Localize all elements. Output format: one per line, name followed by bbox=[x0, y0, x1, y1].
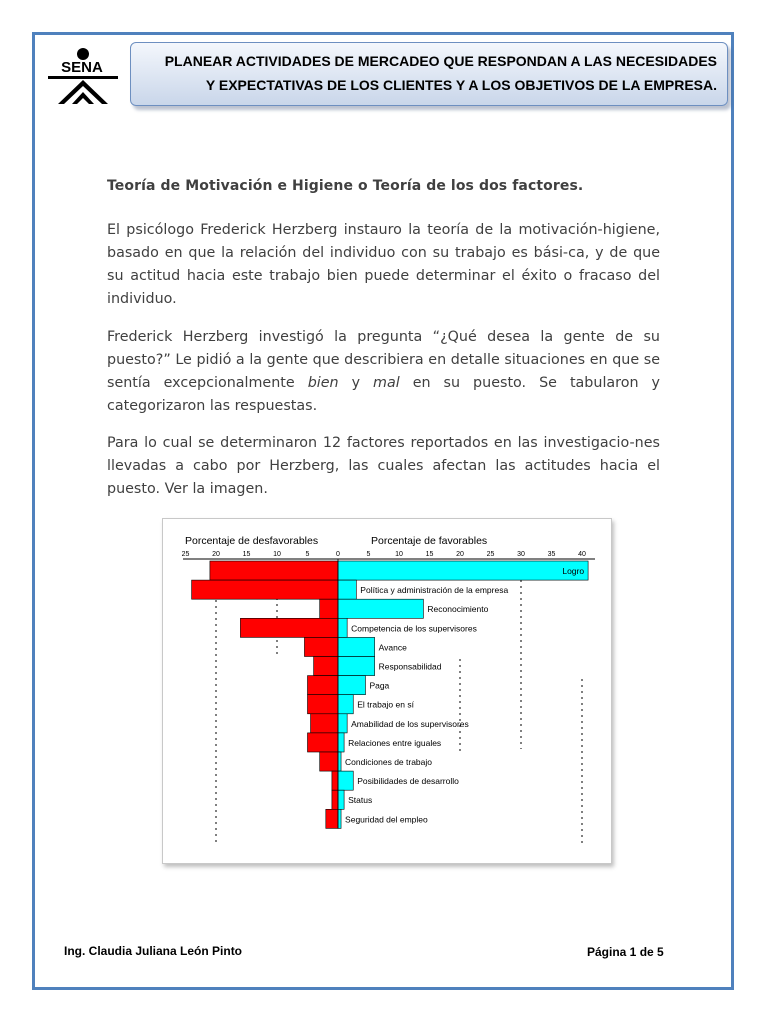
bar-unfavorable bbox=[308, 695, 339, 714]
bar-unfavorable bbox=[326, 809, 338, 828]
bar-unfavorable bbox=[240, 618, 338, 637]
chart-svg bbox=[163, 519, 611, 863]
paragraph-1: El psicólogo Frederick Herzberg instauro la teoría de la motivación-higiene, basado en que la relación del individuo con su trabajo es bási-ca, y de que su actitud hacia este trabajo bien puede determinar el éxito o fracaso del individuo. bbox=[107, 222, 660, 307]
category-label: Status bbox=[348, 795, 373, 806]
header-line-1: PLANEAR ACTIVIDADES DE MERCADEO QUE RESPONDAN A LAS NECESIDADES bbox=[164, 53, 717, 69]
tick-label-left: 20 bbox=[212, 551, 220, 558]
footer-author: Ing. Claudia Juliana León Pinto bbox=[64, 944, 243, 958]
sena-logo bbox=[44, 46, 120, 108]
category-label: Logro bbox=[562, 566, 585, 576]
emphasis-bien: bien bbox=[307, 375, 339, 391]
tick-label-right: 35 bbox=[547, 551, 556, 558]
tick-label-left: 15 bbox=[242, 551, 251, 558]
paragraph-2-text-a: Frederick Herzberg investigó la pregunta “¿Qué desea la gente de su puesto?” Le pidió a la gente que describiera en detalle situaciones en que se sentía excepcionalmente bbox=[107, 329, 660, 391]
bar-favorable bbox=[338, 637, 375, 656]
bar-unfavorable bbox=[314, 657, 338, 676]
category-label: Posibilidades de desarrollo bbox=[357, 776, 459, 787]
category-label: Reconocimiento bbox=[427, 604, 489, 615]
bar-favorable bbox=[338, 599, 423, 618]
bar-favorable bbox=[338, 561, 588, 580]
tick-label-left: 25 bbox=[181, 551, 190, 558]
section-title: Teoría de Motivación e Higiene o Teoría de los dos factores. bbox=[107, 178, 584, 194]
category-label: Amabilidad de los supervisores bbox=[351, 718, 469, 729]
bar-unfavorable bbox=[308, 733, 339, 752]
tick-label-right: 30 bbox=[517, 551, 525, 558]
category-label: Avance bbox=[378, 642, 407, 653]
bar-favorable bbox=[338, 790, 344, 809]
bar-favorable bbox=[338, 618, 347, 637]
category-label: Seguridad del empleo bbox=[345, 814, 428, 825]
bar-unfavorable bbox=[192, 580, 338, 599]
bar-unfavorable bbox=[332, 771, 338, 790]
category-label: Responsabilidad bbox=[378, 661, 442, 672]
tick-label-right: 40 bbox=[578, 551, 586, 558]
bar-favorable bbox=[338, 809, 341, 828]
bar-unfavorable bbox=[332, 790, 338, 809]
category-label: Paga bbox=[369, 680, 390, 691]
tick-label-left: 0 bbox=[336, 551, 340, 558]
bar-favorable bbox=[338, 695, 353, 714]
bar-favorable bbox=[338, 580, 356, 599]
paragraph-2-text-y: y bbox=[338, 375, 374, 391]
tick-label-right: 20 bbox=[456, 551, 464, 558]
tick-label-right: 5 bbox=[366, 551, 371, 558]
bar-favorable bbox=[338, 657, 375, 676]
paragraph-2 bbox=[107, 326, 660, 418]
bar-favorable bbox=[338, 714, 347, 733]
paragraph-3: Para lo cual se determinaron 12 factores reportados en las investigacio-nes llevadas a cabo por Herzberg, las cuales afectan las actitudes hacia el puesto. Ver la imagen. bbox=[107, 435, 660, 497]
category-label: Condiciones de trabajo bbox=[345, 757, 433, 767]
logo-text: SENA bbox=[61, 59, 103, 76]
header-banner bbox=[130, 42, 728, 106]
bar-unfavorable bbox=[304, 637, 338, 656]
bar-unfavorable bbox=[210, 561, 338, 580]
tick-label-left: 5 bbox=[305, 551, 310, 558]
emphasis-mal: mal bbox=[373, 375, 400, 391]
tick-label-right: 25 bbox=[486, 551, 495, 558]
herzberg-chart bbox=[162, 518, 612, 864]
tick-label-right: 10 bbox=[395, 551, 403, 558]
bar-unfavorable bbox=[320, 599, 338, 618]
paragraph-2-text-b: en su puesto. Se tabularon y categorizaron las respuestas. bbox=[107, 375, 661, 414]
header-line-2: Y EXPECTATIVAS DE LOS CLIENTES Y A LOS OBJETIVOS DE LA EMPRESA. bbox=[205, 77, 717, 93]
bar-unfavorable bbox=[320, 752, 338, 771]
bar-favorable bbox=[338, 771, 353, 790]
tick-label-right: 15 bbox=[425, 551, 434, 558]
category-label: Política y administración de la empresa bbox=[360, 585, 509, 596]
bar-unfavorable bbox=[311, 714, 338, 733]
left-axis-title: Porcentaje de desfavorables bbox=[185, 535, 319, 547]
bar-favorable bbox=[338, 752, 341, 771]
bar-favorable bbox=[338, 733, 344, 752]
tick-label-left: 10 bbox=[273, 551, 281, 558]
bar-favorable bbox=[338, 676, 365, 695]
bar-unfavorable bbox=[308, 676, 339, 695]
category-label: Relaciones entre iguales bbox=[348, 737, 442, 748]
right-axis-title: Porcentaje de favorables bbox=[371, 535, 488, 547]
category-label: Competencia de los supervisores bbox=[351, 623, 477, 634]
category-label: El trabajo en sí bbox=[357, 699, 414, 710]
footer-page-number: Página 1 de 5 bbox=[587, 945, 664, 959]
